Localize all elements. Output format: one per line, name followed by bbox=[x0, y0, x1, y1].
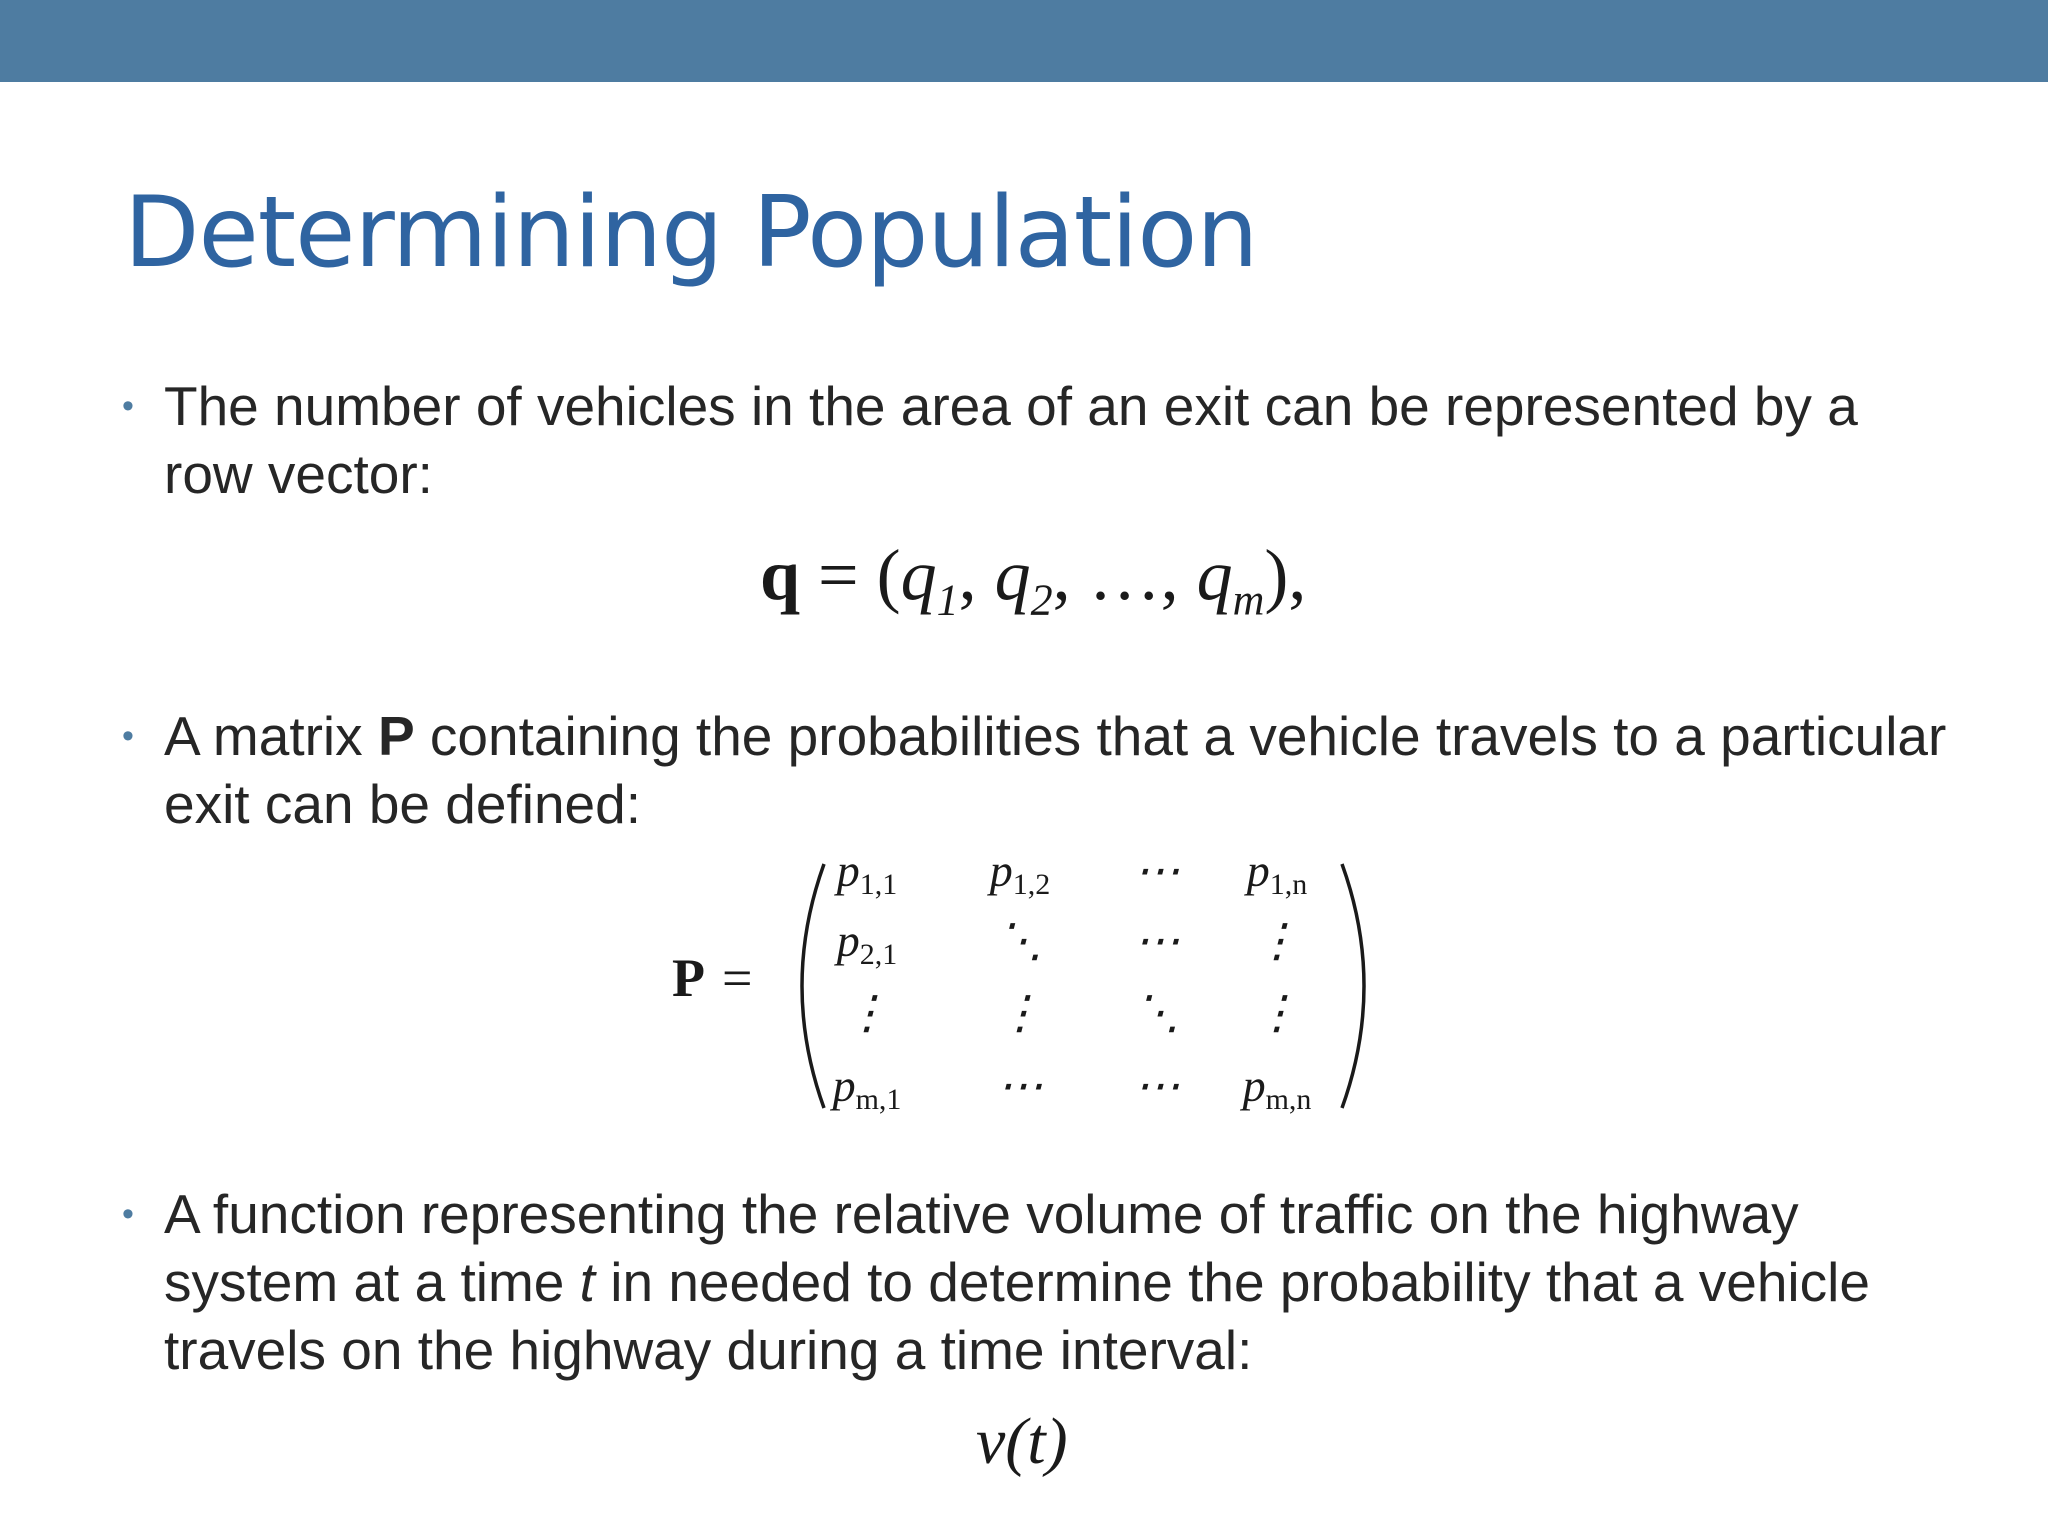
matrix-cell: p1,n bbox=[1246, 846, 1308, 901]
bullet-dot-icon: • bbox=[122, 717, 134, 755]
traffic-function-equation bbox=[976, 1402, 1068, 1482]
row-vector-equation bbox=[760, 530, 1306, 645]
top-accent-bar bbox=[0, 0, 2048, 82]
bullet-row-vector bbox=[122, 372, 1954, 508]
matrix-cell: ⋱ bbox=[1134, 987, 1180, 1038]
matrix-cells bbox=[830, 846, 1312, 1116]
eq-sep2: , …, bbox=[1052, 535, 1197, 615]
bullet-matrix bbox=[122, 702, 1954, 838]
matrix-cell: ⋮ bbox=[844, 987, 890, 1038]
matrix-cell: ⋯ bbox=[1134, 915, 1180, 966]
matrix-right-paren bbox=[1342, 864, 1364, 1108]
matrix-cell: ⋮ bbox=[1254, 915, 1300, 966]
eq-v-text: v(t) bbox=[976, 1405, 1068, 1478]
matrix-cell: p2,1 bbox=[836, 915, 898, 971]
bullet-text-post: containing the probabilities that a vehicle travels to a particular exit can be defined: bbox=[164, 705, 1947, 835]
bullet-dot-icon: • bbox=[122, 1195, 134, 1233]
matrix-cell: ⋮ bbox=[1254, 987, 1300, 1038]
eq-close: ), bbox=[1264, 535, 1307, 615]
eq-q2: $q_2$ bbox=[994, 535, 1053, 625]
matrix-cell: p1,2 bbox=[989, 846, 1051, 901]
matrix-cell: pm,1 bbox=[832, 1060, 902, 1116]
eq-sep1: , bbox=[958, 535, 995, 615]
bullet-text-post: in needed to determine the probability that a vehicle travels on the highway during a time interval: bbox=[164, 1251, 1870, 1381]
bullet-dot-icon: • bbox=[122, 387, 134, 425]
matrix-cell: ⋯ bbox=[1134, 846, 1180, 896]
bullet-text-italic: t bbox=[579, 1251, 595, 1313]
bullet-traffic-function bbox=[122, 1180, 1954, 1384]
bullet-text: The number of vehicles in the area of an exit can be represented by a row vector: bbox=[164, 375, 1858, 505]
matrix-cell: pm,n bbox=[1242, 1060, 1312, 1116]
slide-title: Determining Population bbox=[124, 176, 1258, 290]
matrix-left-paren bbox=[802, 864, 824, 1108]
matrix-cell: ⋯ bbox=[1134, 1060, 1180, 1111]
matrix-cell: ⋮ bbox=[997, 987, 1043, 1038]
eq-q-lhs: q bbox=[760, 535, 801, 615]
matrix-lhs: P bbox=[672, 948, 705, 1008]
probability-matrix bbox=[652, 846, 1412, 1126]
matrix-equals: = bbox=[722, 948, 753, 1008]
eq-q1: $q_1$ bbox=[900, 535, 959, 625]
bullet-text-pre: A matrix bbox=[164, 705, 378, 767]
bullet-text-bold: P bbox=[377, 705, 415, 767]
matrix-cell: p1,1 bbox=[836, 846, 898, 901]
matrix-cell: ⋯ bbox=[997, 1060, 1043, 1111]
eq-q-equals: = ( bbox=[800, 535, 901, 615]
eq-qm: $q_m$ bbox=[1196, 535, 1265, 625]
matrix-cell: ⋱ bbox=[997, 915, 1043, 966]
bullet-text-pre: A function representing the relative volume of traffic on the highway system at a time bbox=[164, 1183, 1799, 1313]
